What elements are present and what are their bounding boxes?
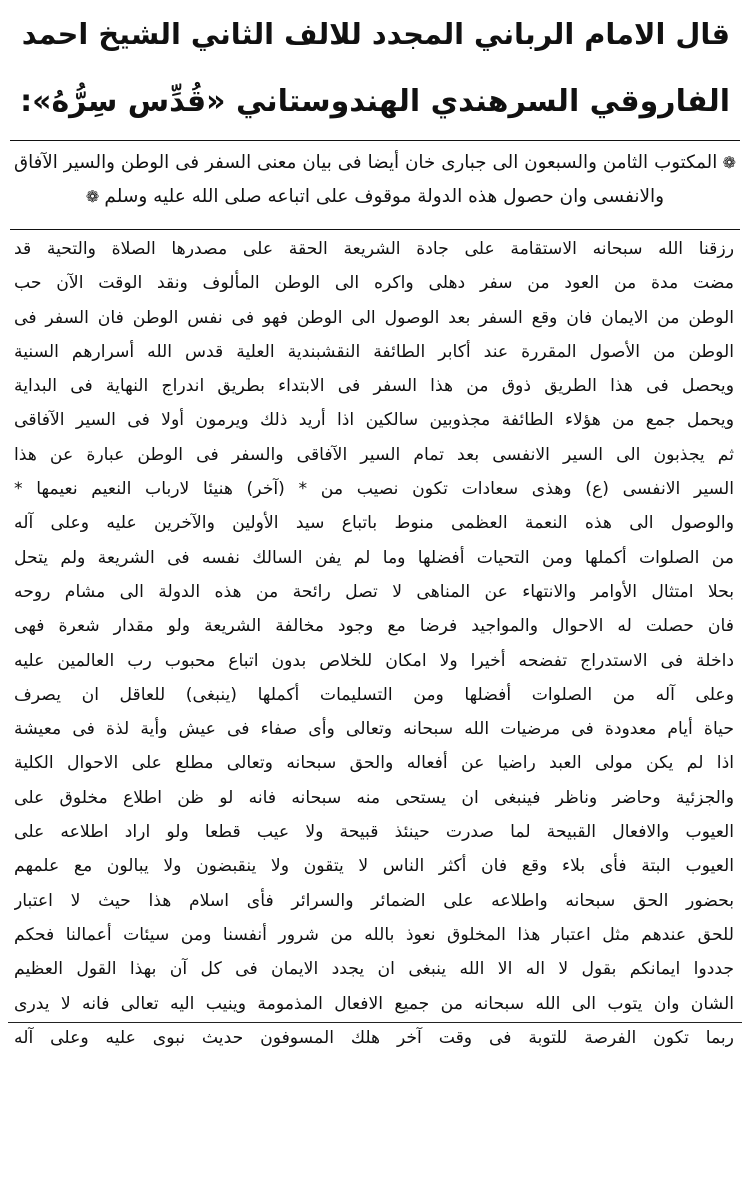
body-line: وعلى آله من الصلوات أفضلها ومن التسليمات أكملها (ينبغى) للعاقل ان يصرف: [14, 684, 734, 705]
letter-title-text-1: المكتوب الثامن والسبعون الى جبارى خان أيضا فى بيان معنى السفر فى الوطن والسير الآفاق: [14, 152, 718, 173]
body-line: اذا لم يكن مولى العبد راضيا عن أفعاله والحق سبحانه وتعالى مطلع على الاحوال الكلية: [14, 753, 734, 774]
title-top-rule: [10, 140, 740, 141]
body-line: ويحصل فى هذا الطريق ذوق من هذا السفر فى الابتداء بطريق اندراج النهاية فى البداية: [14, 376, 734, 397]
body-line: جددوا ايمانكم بقول لا اله الا الله ينبغى ان يجدد الايمان فى كل آن بهذا القول العظيم: [14, 959, 734, 980]
body-line: العيوب البتة فأى بلاء وقع فان أكثر الناس لا يتقون ولا ينقبضون ولا يبالون مع علمهم: [14, 856, 734, 877]
body-line: ثم يجذبون الى السير الانفسى بعد تمام السير الآفاقى والسفر فى الوطن عبارة عن هذا: [14, 444, 734, 465]
body-line: بحلا امتثال الأوامر والانتهاء عن المناهى لا تصل رائحة من هذه الدولة الى مشام روحه: [14, 581, 734, 602]
body-line: بحضور الحق سبحانه واطلاعه على الضمائر والسرائر فأى اسلام هذا حيث لا اعتبار: [14, 890, 734, 911]
heading-line-1: قال الامام الرباني المجدد للالف الثاني الشيخ احمد: [21, 17, 730, 51]
title-bottom-rule: [10, 229, 740, 230]
letter-title-text-2: والانفسى وان حصول هذه الدولة موقوف على اتباعه صلى الله عليه وسلم: [104, 186, 665, 207]
letter-title: [14, 146, 736, 226]
body-line: السير الانفسى (ع) وهذى سعادات تكون نصيب من * (آخر) هنيئا لارباب النعيم نعيمها *: [14, 479, 734, 500]
section-rule: [8, 1022, 742, 1023]
body-line: الوطن من الأصول المقررة عند أكابر الطائفة النقشبندية العلية قدس الله أسرارهم السنية: [14, 341, 734, 362]
star-icon: ❁: [717, 153, 736, 172]
body-line: الشان وان يتوب الى الله سبحانه من جميع الافعال المذمومة وينيب اليه تعالى فانه لا يدرى: [14, 993, 734, 1014]
body-line: الوطن من الايمان فان وقع السفر بعد الوصول الى الوطن فهو فى نفس الوطن فان السفر فى: [14, 307, 734, 328]
body-line: حياة أيام معدودة فى مرضيات الله سبحانه وتعالى وأى صفاء فى عيش وأية لذة فى معيشة: [14, 719, 734, 740]
body-line: ويحمل جمع من هؤلاء الطائفة مجذوبين سالكين اذا أريد ذلك ويرمون أولا فى السير الآفاقى: [14, 410, 734, 431]
body-line: من الصلوات أكملها ومن التحيات أفضلها وما لم يفن السالك نفسه فى الشريعة ولم يتحل: [14, 547, 734, 568]
body-line: للحق عندهم مثل اعتبار هذا المخلوق نعوذ بالله من شرور أنفسنا ومن سيئات أعمالنا فحكم: [14, 924, 734, 945]
page-heading: [20, 0, 730, 136]
body-line: والوصول الى هذه النعمة العظمى منوط باتباع سيد الأولين والآخرين عليه وعلى آله: [14, 513, 734, 534]
body-line: مضت مدة من العود من سفر دهلى واكره الى الوطن المألوف ونقد الوقت الآن حب: [14, 273, 734, 294]
star-icon: ❁: [85, 187, 105, 206]
body-line: رزقنا الله سبحانه الاستقامة على جادة الشريعة الحقة على مصدرها الصلاة والتحية قد: [14, 239, 734, 259]
body-line: العيوب والافعال القبيحة لما صدرت حينئذ قبيحة ولا عيب قطعا ولو اراد اطلاعه على: [14, 822, 734, 843]
body-line: ربما تكون الفرصة للتوبة فى وقت آخر هلك المسوفون حديث نبوى عليه وعلى آله: [14, 1027, 734, 1048]
body-line: والجزئية وحاضر وناظر فينبغى ان يستحى منه سبحانه فانه لو ظن اطلاع مخلوق على: [14, 787, 734, 808]
body-line: داخلة فى الاستدراج تفضحه أخيرا ولا امكان للخلاص بدون اتباع محبوب رب العالمين عليه: [14, 650, 734, 671]
letter-title-line-1: [14, 146, 736, 180]
heading-line-2: الفاروقي السرهندي الهندوستاني «قُدِّس سِرُّهُ»:: [20, 84, 730, 119]
letter-title-line-2: [14, 180, 736, 214]
body-line: فان حصلت له الاحوال والمواجيد فرضا مع وجود مخالفة الشريعة ولو مقدار شعرة فهى: [14, 616, 734, 637]
letter-body: [14, 232, 734, 1055]
